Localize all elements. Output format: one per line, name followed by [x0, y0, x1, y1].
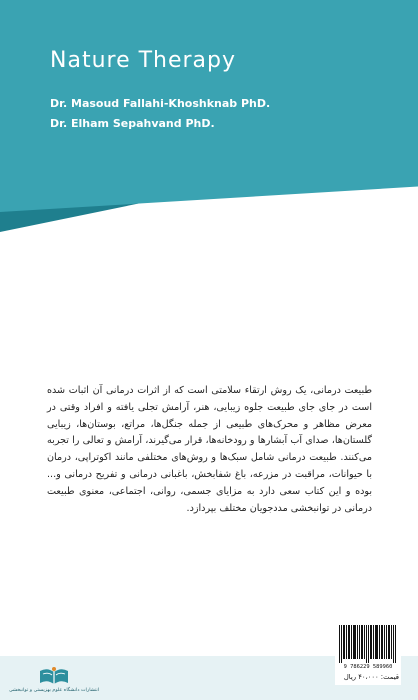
open-book-icon — [38, 666, 70, 686]
book-description: طبیعت درمانی، یک روش ارتقاء سلامتی است که از اثرات درمانی آن اثبات شده است در جای جای طبیعت جلوه زیبایی، هنر، آرامش تجلی یافته و افراد وقتی در معرض مظاهر و محرک‌های طبیعی از جمله جنگل‌ها، مراتع، بوستان‌ها، زیبایی گلستان‌ها، صدای آب آبشارها و رودخانه‌ها، قرار می‌گیرند، آرامش و تعالی را تجربه می‌کنند. طبیعت درمانی شامل سبک‌ها و روش‌های مختلفی مانند اکوتراپی، درمان با حیوانات، مراقبت در مزرعه، باغ شفابخش، باغبانی درمانی و تفریح درمانی و... بوده و این کتاب سعی دارد به مزایای جسمی، روانی، اجتماعی، معنوی طبیعت درمانی در توانبخشی مددجویان مختلف بپردازد. — [47, 385, 372, 514]
price-label: قیمت: ۴۰،۰۰۰ ریال — [343, 673, 399, 681]
isbn-number: 9 786229 589960 — [343, 664, 393, 670]
author-2: Dr. Elham Sepahvand PhD. — [50, 117, 215, 130]
author-1: Dr. Masoud Fallahi-Khoshknab PhD. — [50, 97, 271, 110]
barcode-icon — [338, 625, 398, 663]
publisher-name: انتشارات دانشگاه علوم بهزیستی و توانبخشی — [8, 688, 100, 693]
barcode-block — [335, 623, 401, 685]
book-title: Nature Therapy — [50, 48, 237, 73]
